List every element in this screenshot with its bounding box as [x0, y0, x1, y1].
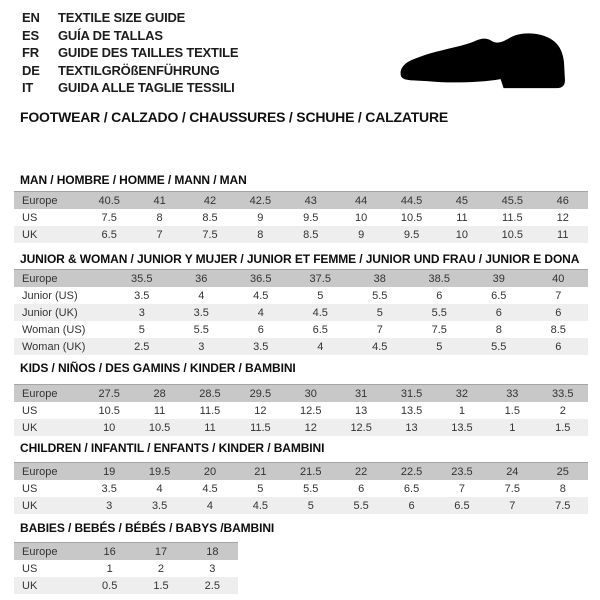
size-cell: 10.5 — [501, 228, 524, 241]
row-label: Woman (US) — [22, 323, 86, 336]
row-label: UK — [22, 579, 38, 592]
language-title: GUIDA ALLE TAGLIE TESSILI — [58, 80, 235, 96]
size-cell: 45 — [455, 194, 469, 207]
size-cell: 4 — [257, 306, 264, 319]
size-cell: 12 — [556, 211, 569, 224]
size-cell: 35.5 — [131, 272, 153, 285]
size-table — [14, 542, 238, 594]
table-row — [14, 560, 238, 577]
row-label: Europe — [22, 387, 58, 400]
size-section-man — [14, 173, 588, 243]
language-row — [22, 9, 238, 27]
language-title: TEXTILGRÖßENFÜHRUNG — [58, 62, 220, 78]
size-cell: 44 — [355, 194, 368, 207]
table-header-row — [14, 385, 588, 403]
size-cell: 11 — [456, 211, 468, 224]
size-cell: 40.5 — [98, 194, 120, 207]
size-cell: 9.5 — [303, 211, 319, 224]
size-cell: 4.5 — [252, 499, 269, 512]
size-cell: 6 — [555, 340, 562, 353]
size-cell: 7.5 — [202, 228, 218, 241]
row-label: Woman (UK) — [22, 340, 86, 353]
size-cell: 5 — [376, 306, 383, 319]
size-cell: 32 — [455, 387, 469, 400]
language-code: EN — [22, 10, 40, 26]
size-cell: 8 — [257, 228, 264, 241]
table-header-row — [14, 192, 588, 210]
size-cell: 10 — [103, 421, 116, 434]
row-label: UK — [22, 228, 38, 241]
size-cell: 3 — [198, 340, 205, 353]
size-cell: 46 — [556, 194, 569, 207]
size-table — [14, 384, 588, 436]
size-cell: 21 — [254, 465, 267, 478]
section-title: MAN / HOMBRE / HOMME / MANN / MAN — [20, 173, 247, 187]
size-cell: 33.5 — [552, 387, 574, 400]
language-code: IT — [22, 80, 34, 96]
table-row — [14, 419, 588, 436]
row-label: US — [22, 211, 38, 224]
size-cell: 42.5 — [249, 194, 272, 207]
size-cell: 3 — [209, 562, 216, 575]
size-cell: 1 — [509, 421, 516, 434]
size-cell: 5.5 — [353, 499, 369, 512]
size-cell: 5.5 — [303, 482, 319, 495]
size-cell: 8.5 — [202, 211, 218, 224]
size-cell: 13.5 — [400, 404, 423, 417]
size-cell: 13.5 — [451, 421, 473, 434]
size-cell: 37.5 — [309, 272, 331, 285]
language-row — [22, 44, 238, 62]
row-label: US — [22, 482, 38, 495]
size-cell: 7 — [555, 289, 562, 302]
language-row — [22, 79, 238, 97]
size-cell: 38.5 — [428, 272, 450, 285]
size-cell: 2 — [559, 404, 566, 417]
size-cell: 7.5 — [431, 323, 447, 336]
size-cell: 25 — [556, 465, 569, 478]
table-row — [14, 402, 588, 419]
section-title: CHILDREN / INFANTIL / ENFANTS / KINDER / BAMBINI — [20, 441, 325, 455]
table-row — [14, 321, 588, 338]
size-cell: 6.5 — [403, 482, 420, 495]
size-cell: 6.5 — [101, 228, 117, 241]
size-cell: 28.5 — [199, 387, 221, 400]
size-cell: 11 — [153, 404, 166, 417]
size-cell: 12.5 — [300, 404, 322, 417]
size-cell: 3.5 — [193, 306, 209, 319]
size-cell: 2.5 — [204, 579, 220, 592]
language-title: TEXTILE SIZE GUIDE — [58, 10, 186, 26]
size-cell: 41 — [153, 194, 166, 207]
shoe-silhouette — [401, 33, 565, 88]
table-row — [14, 226, 588, 243]
size-cell: 9 — [257, 211, 264, 224]
size-cell: 5 — [138, 323, 145, 336]
size-table — [14, 462, 588, 514]
row-label: Junior (US) — [22, 289, 78, 302]
size-cell: 4.5 — [372, 340, 388, 353]
row-label: Junior (UK) — [22, 306, 78, 319]
table-header-row — [14, 463, 588, 481]
table-row — [14, 577, 238, 594]
size-cell: 5 — [257, 482, 264, 495]
row-label: US — [22, 562, 38, 575]
language-row — [22, 27, 238, 45]
size-cell: 6.5 — [454, 499, 470, 512]
size-cell: 4.5 — [202, 482, 218, 495]
size-cell: 2.5 — [134, 340, 150, 353]
size-cell: 4 — [156, 482, 163, 495]
size-cell: 1.5 — [504, 404, 520, 417]
size-cell: 6 — [408, 499, 415, 512]
shoe-icon — [397, 29, 570, 95]
size-cell: 5 — [307, 499, 314, 512]
size-cell: 18 — [206, 545, 219, 558]
size-cell: 11 — [557, 228, 569, 241]
size-cell: 6 — [555, 306, 562, 319]
size-cell: 6 — [358, 482, 365, 495]
section-title: KIDS / NIÑOS / DES GAMINS / KINDER / BAMBINI — [20, 361, 296, 375]
language-title: GUIDE DES TAILLES TEXTILE — [58, 45, 239, 61]
size-cell: 3.5 — [253, 340, 269, 353]
size-cell: 7 — [458, 482, 465, 495]
size-cell: 7 — [376, 323, 383, 336]
size-cell: 4.5 — [253, 289, 269, 302]
language-code: FR — [22, 45, 39, 61]
size-cell: 16 — [103, 545, 116, 558]
size-cell: 8.5 — [550, 323, 566, 336]
size-cell: 2 — [157, 562, 165, 575]
size-cell: 45.5 — [501, 194, 524, 207]
size-cell: 11.5 — [250, 421, 271, 434]
size-cell: 38 — [373, 272, 386, 285]
size-cell: 13 — [355, 404, 368, 417]
size-cell: 36 — [195, 272, 208, 285]
section-title: JUNIOR & WOMAN / JUNIOR Y MUJER / JUNIOR ET FEMME / JUNIOR UND FRAU / JUNIOR E DONA — [20, 252, 580, 266]
size-cell: 30 — [304, 387, 317, 400]
row-label: Europe — [22, 194, 58, 207]
size-cell: 13 — [405, 421, 418, 434]
size-cell: 28 — [153, 387, 166, 400]
size-section-babies — [14, 521, 588, 594]
size-section-kids — [14, 361, 588, 436]
size-cell: 3 — [106, 499, 113, 512]
size-cell: 20 — [203, 465, 217, 478]
table-row — [14, 304, 588, 321]
size-cell: 4 — [198, 289, 205, 302]
size-cell: 33 — [506, 387, 519, 400]
table-header-row — [14, 270, 588, 288]
row-label: Europe — [22, 272, 58, 285]
size-cell: 10.5 — [148, 421, 171, 434]
row-label: Europe — [22, 545, 58, 558]
size-cell: 9 — [358, 228, 365, 241]
size-cell: 27.5 — [98, 387, 120, 400]
size-cell: 3.5 — [134, 289, 150, 302]
size-cell: 1.5 — [153, 579, 169, 592]
language-title: GUÍA DE TALLAS — [58, 27, 163, 43]
size-section-junior-woman — [14, 252, 588, 355]
size-cell: 42 — [203, 194, 217, 207]
size-cell: 6.5 — [491, 289, 507, 302]
size-table — [14, 269, 588, 355]
size-cell: 43 — [304, 194, 317, 207]
size-cell: 10.5 — [400, 211, 423, 224]
size-cell: 4 — [317, 340, 324, 353]
table-row — [14, 497, 588, 514]
language-row — [22, 62, 238, 80]
language-list — [22, 9, 238, 97]
language-code: DE — [22, 62, 40, 78]
size-cell: 7.5 — [101, 211, 117, 224]
size-cell: 3 — [138, 306, 145, 319]
size-cell: 24 — [506, 465, 519, 478]
size-cell: 11.5 — [502, 211, 523, 224]
size-cell: 40 — [552, 272, 565, 285]
row-label: UK — [22, 421, 38, 434]
size-cell: 22.5 — [400, 465, 423, 478]
size-cell: 6.5 — [312, 323, 328, 336]
table-row — [14, 287, 588, 304]
size-cell: 12 — [304, 421, 317, 434]
size-cell: 29.5 — [249, 387, 272, 400]
size-cell: 12.5 — [350, 421, 372, 434]
size-cell: 1 — [458, 404, 465, 417]
size-cell: 9.5 — [403, 228, 420, 241]
size-cell: 44.5 — [400, 194, 423, 207]
size-cell: 10 — [455, 228, 469, 241]
table-row — [14, 209, 588, 226]
language-code: ES — [22, 27, 39, 43]
size-cell: 0.5 — [102, 579, 118, 592]
size-cell: 7.5 — [555, 499, 571, 512]
size-cell: 5.5 — [372, 289, 388, 302]
size-cell: 11 — [204, 421, 216, 434]
size-cell: 8 — [559, 482, 566, 495]
size-cell: 6 — [257, 323, 264, 336]
size-cell: 7.5 — [504, 482, 520, 495]
table-row — [14, 480, 588, 497]
size-cell: 10 — [355, 211, 368, 224]
size-cell: 8 — [156, 211, 163, 224]
size-table — [14, 191, 588, 243]
table-row — [14, 338, 588, 355]
size-cell: 5.5 — [431, 306, 447, 319]
size-cell: 8 — [495, 323, 502, 336]
size-cell: 39 — [492, 272, 505, 285]
size-cell: 31 — [355, 387, 368, 400]
size-cell: 5.5 — [491, 340, 507, 353]
size-cell: 4 — [206, 499, 214, 512]
size-cell: 3.5 — [101, 482, 117, 495]
size-cell: 19 — [103, 465, 116, 478]
row-label: Europe — [22, 465, 58, 478]
size-cell: 23.5 — [451, 465, 473, 478]
size-cell: 31.5 — [400, 387, 423, 400]
size-cell: 22 — [355, 465, 368, 478]
table-header-row — [14, 543, 238, 561]
row-label: US — [22, 404, 38, 417]
size-cell: 7 — [156, 228, 163, 241]
size-cell: 6 — [436, 289, 443, 302]
size-cell: 5 — [436, 340, 443, 353]
size-cell: 3.5 — [151, 499, 168, 512]
size-cell: 7 — [509, 499, 516, 512]
size-cell: 4.5 — [312, 306, 328, 319]
size-cell: 10.5 — [98, 404, 120, 417]
section-title: BABIES / BEBÉS / BÉBÉS / BABYS /BAMBINI — [20, 521, 275, 535]
size-cell: 8.5 — [303, 228, 319, 241]
size-cell: 21.5 — [300, 465, 322, 478]
category-title: FOOTWEAR / CALZADO / CHAUSSURES / SCHUHE / CALZATURE — [20, 109, 449, 125]
size-cell: 17 — [154, 545, 168, 558]
size-cell: 12 — [254, 404, 267, 417]
size-cell: 6 — [495, 306, 502, 319]
size-cell: 19.5 — [148, 465, 171, 478]
size-cell: 1 — [106, 562, 113, 575]
size-section-children — [14, 441, 588, 514]
size-cell: 36.5 — [250, 272, 272, 285]
row-label: UK — [22, 499, 38, 512]
size-cell: 5.5 — [193, 323, 209, 336]
size-cell: 1.5 — [555, 421, 571, 434]
size-cell: 5 — [317, 289, 324, 302]
size-cell: 11.5 — [199, 404, 221, 417]
